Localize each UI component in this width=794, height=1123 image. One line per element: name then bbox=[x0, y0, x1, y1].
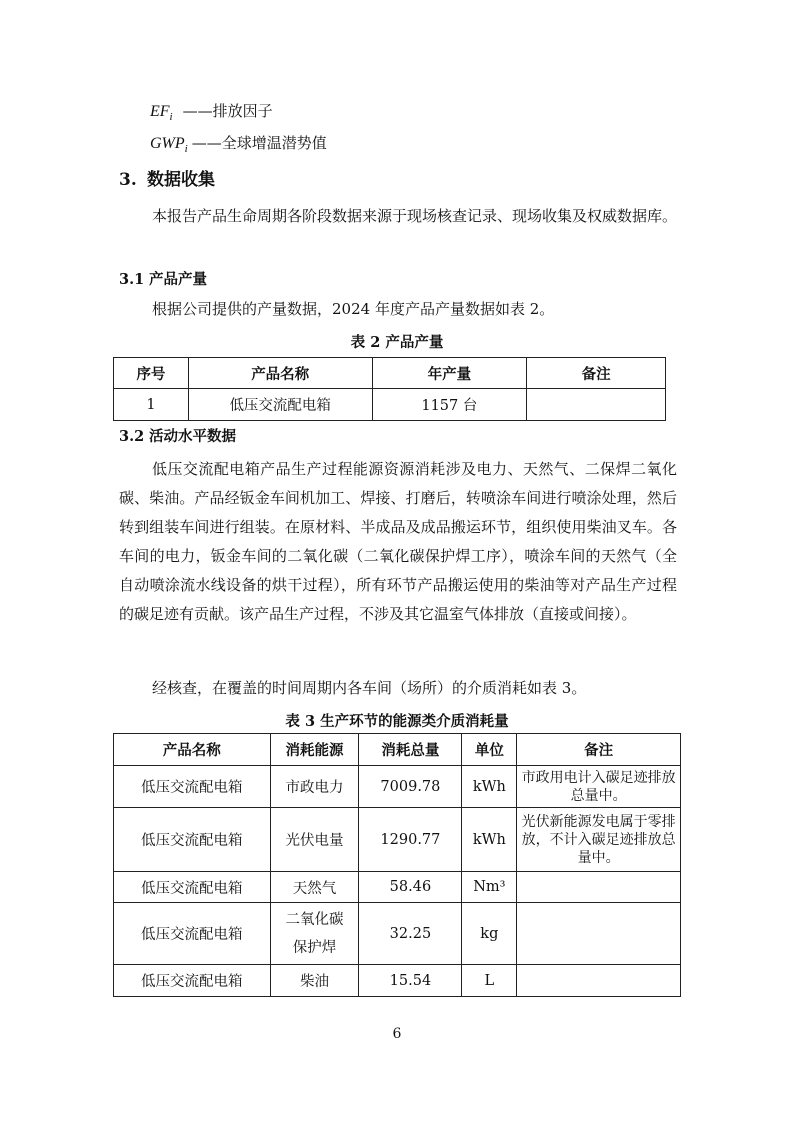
table-cell: kWh bbox=[462, 766, 517, 808]
table-2-header: 备注 bbox=[527, 358, 666, 389]
table-cell: Nm³ bbox=[462, 872, 517, 903]
table-3-header: 消耗总量 bbox=[359, 734, 462, 766]
table-cell: L bbox=[462, 965, 517, 997]
table-row bbox=[114, 808, 681, 872]
table-row bbox=[114, 389, 666, 421]
table-cell: 柴油 bbox=[270, 965, 359, 997]
table-cell: kWh bbox=[462, 808, 517, 872]
table-cell: 32.25 bbox=[359, 903, 462, 965]
table-cell: kg bbox=[462, 903, 517, 965]
table-3-header: 单位 bbox=[462, 734, 517, 766]
table-2-header: 序号 bbox=[114, 358, 189, 389]
table-3 bbox=[113, 733, 681, 997]
table-cell: 58.46 bbox=[359, 872, 462, 903]
table-3-header: 消耗能源 bbox=[270, 734, 359, 766]
table-3-header: 产品名称 bbox=[114, 734, 271, 766]
table-2-header: 年产量 bbox=[372, 358, 527, 389]
section-3-1-heading: 3.1 产品产量 bbox=[119, 271, 207, 288]
definition-ef: $EF_i$ ——排放因子 bbox=[150, 102, 273, 124]
ef-symbol: $EF_i$ bbox=[150, 103, 173, 124]
page-number: 6 bbox=[392, 1026, 402, 1042]
section-3-intro: 本报告产品生命周期各阶段数据来源于现场核查记录、现场收集及权威数据库。 bbox=[152, 207, 678, 225]
table-cell bbox=[517, 965, 681, 997]
table-cell bbox=[517, 903, 681, 965]
table-cell: 1290.77 bbox=[359, 808, 462, 872]
table-cell: 15.54 bbox=[359, 965, 462, 997]
table-2-header: 产品名称 bbox=[188, 358, 372, 389]
table-cell: 天然气 bbox=[270, 872, 359, 903]
table-row bbox=[114, 903, 681, 965]
table-cell bbox=[527, 389, 666, 421]
section-3-2-paragraph-2: 经核查，在覆盖的时间周期内各车间（场所）的介质消耗如表 3。 bbox=[152, 679, 587, 697]
table-cell: 低压交流配电箱 bbox=[114, 872, 271, 903]
table-cell: 低压交流配电箱 bbox=[114, 766, 271, 808]
table-2-caption: 表 2 产品产量 bbox=[350, 334, 444, 351]
section-3-2-paragraph-1: 低压交流配电箱产品生产过程能源资源消耗涉及电力、天然气、二保焊二氧化碳、柴油。产品经钣金车间机加工、焊接、打磨后，转喷涂车间进行喷涂处理，然后转到组装车间进行组装。在原材料、半成品及成品搬运环节，组织使用柴油叉车。各车间的电力，钣金车间的二氧化碳（二氧化碳保护焊工序），喷涂车间的天然气（全自动喷涂流水线设备的烘干过程），所有环节产品搬运使用的柴油等对产品生产过程的碳足迹有贡献。该产品生产过程，不涉及其它温室气体排放（直接或间接）。 bbox=[119, 460, 677, 623]
table-cell: 1 bbox=[114, 389, 189, 421]
table-cell: 光伏新能源发电属于零排放，不计入碳足迹排放总量中。 bbox=[517, 808, 681, 872]
table-cell: 市政用电计入碳足迹排放总量中。 bbox=[517, 766, 681, 808]
table-2 bbox=[113, 357, 666, 421]
section-3-2-heading: 3.2 活动水平数据 bbox=[119, 428, 236, 445]
table-cell bbox=[517, 872, 681, 903]
table-cell: 低压交流配电箱 bbox=[114, 903, 271, 965]
table-cell: 光伏电量 bbox=[270, 808, 359, 872]
definition-gwp: $GWP_i$ ——全球增温潜势值 bbox=[150, 134, 327, 156]
section-3-heading: 3. 数据收集 bbox=[119, 170, 215, 190]
table-cell: 7009.78 bbox=[359, 766, 462, 808]
table-3-caption: 表 3 生产环节的能源类介质消耗量 bbox=[285, 713, 509, 730]
section-3-1-text: 根据公司提供的产量数据，2024 年度产品产量数据如表 2。 bbox=[152, 300, 555, 318]
table-row bbox=[114, 965, 681, 997]
table-cell: 市政电力 bbox=[270, 766, 359, 808]
table-cell: 低压交流配电箱 bbox=[114, 965, 271, 997]
table-3-header: 备注 bbox=[517, 734, 681, 766]
table-row bbox=[114, 766, 681, 808]
table-cell: 低压交流配电箱 bbox=[188, 389, 372, 421]
table-cell: 1157 台 bbox=[372, 389, 527, 421]
table-row bbox=[114, 872, 681, 903]
gwp-symbol: $GWP_i$ bbox=[150, 135, 188, 156]
table-cell: 低压交流配电箱 bbox=[114, 808, 271, 872]
table-cell: 二氧化碳保护焊 bbox=[270, 903, 359, 965]
